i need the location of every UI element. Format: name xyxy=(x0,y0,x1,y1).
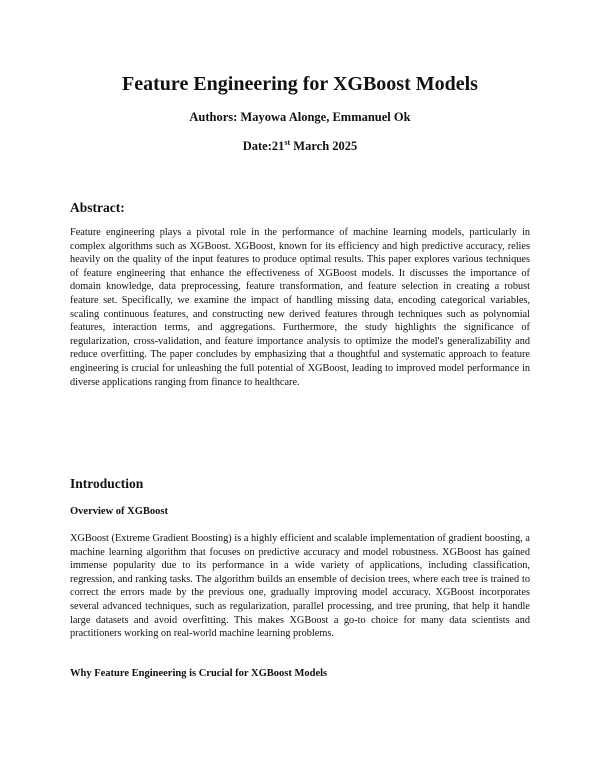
paper-date xyxy=(0,138,600,154)
date-ordinal: st xyxy=(284,137,291,147)
paper-authors: Authors: Mayowa Alonge, Emmanuel Ok xyxy=(189,110,411,124)
date-suffix: March 2025 xyxy=(290,139,358,153)
abstract-heading: Abstract: xyxy=(70,200,125,215)
introduction-heading: Introduction xyxy=(70,476,144,491)
date-prefix: Date:21 xyxy=(242,139,285,153)
why-feature-engineering-subheading: Why Feature Engineering is Crucial for XGBoost Models xyxy=(70,668,328,679)
overview-body: XGBoost (Extreme Gradient Boosting) is a highly efficient and scalable implementation of gradient boosting, a machine learning algorithm that focuses on predictive accuracy and model robustness. XGBoost has gained immense popularity due to its performance in a wide variety of applications, including classification, regression, and ranking tasks. The algorithm builds an ensemble of decision trees, where each tree is trained to correct the errors made by the previous one, gradually improving model accuracy. XGBoost incorporates several advanced techniques, such as regularization, parallel processing, and tree pruning, that help it handle large datasets and avoid overfitting. This makes XGBoost a go-to choice for many data scientists and practitioners working on real-world machine learning problems. xyxy=(70,533,530,640)
paper-title: Feature Engineering for XGBoost Models xyxy=(122,73,478,95)
abstract-body: Feature engineering plays a pivotal role in the performance of machine learning models, particularly in complex algorithms such as XGBoost. XGBoost, known for its efficiency and high predictive accuracy, relies heavily on the quality of the input features to produce optimal results. This paper explores various techniques of feature engineering that enhance the effectiveness of XGBoost models. It discusses the importance of domain knowledge, data preprocessing, feature transformation, and feature selection in creating a robust feature set. Specifically, we examine the impact of handling missing data, encoding categorical variables, scaling continuous features, and constructing new derived features through techniques such as polynomial features, interaction terms, and aggregations. Furthermore, the study highlights the significance of regularization, cross-validation, and feature importance analysis to optimize the model's generalizability and reduce overfitting. The paper concludes by emphasizing that a thoughtful and systematic approach to feature engineering is crucial for unleashing the full potential of XGBoost, leading to improved model performance in diverse applications ranging from finance to healthcare. xyxy=(70,227,530,388)
overview-subheading: Overview of XGBoost xyxy=(70,506,168,517)
